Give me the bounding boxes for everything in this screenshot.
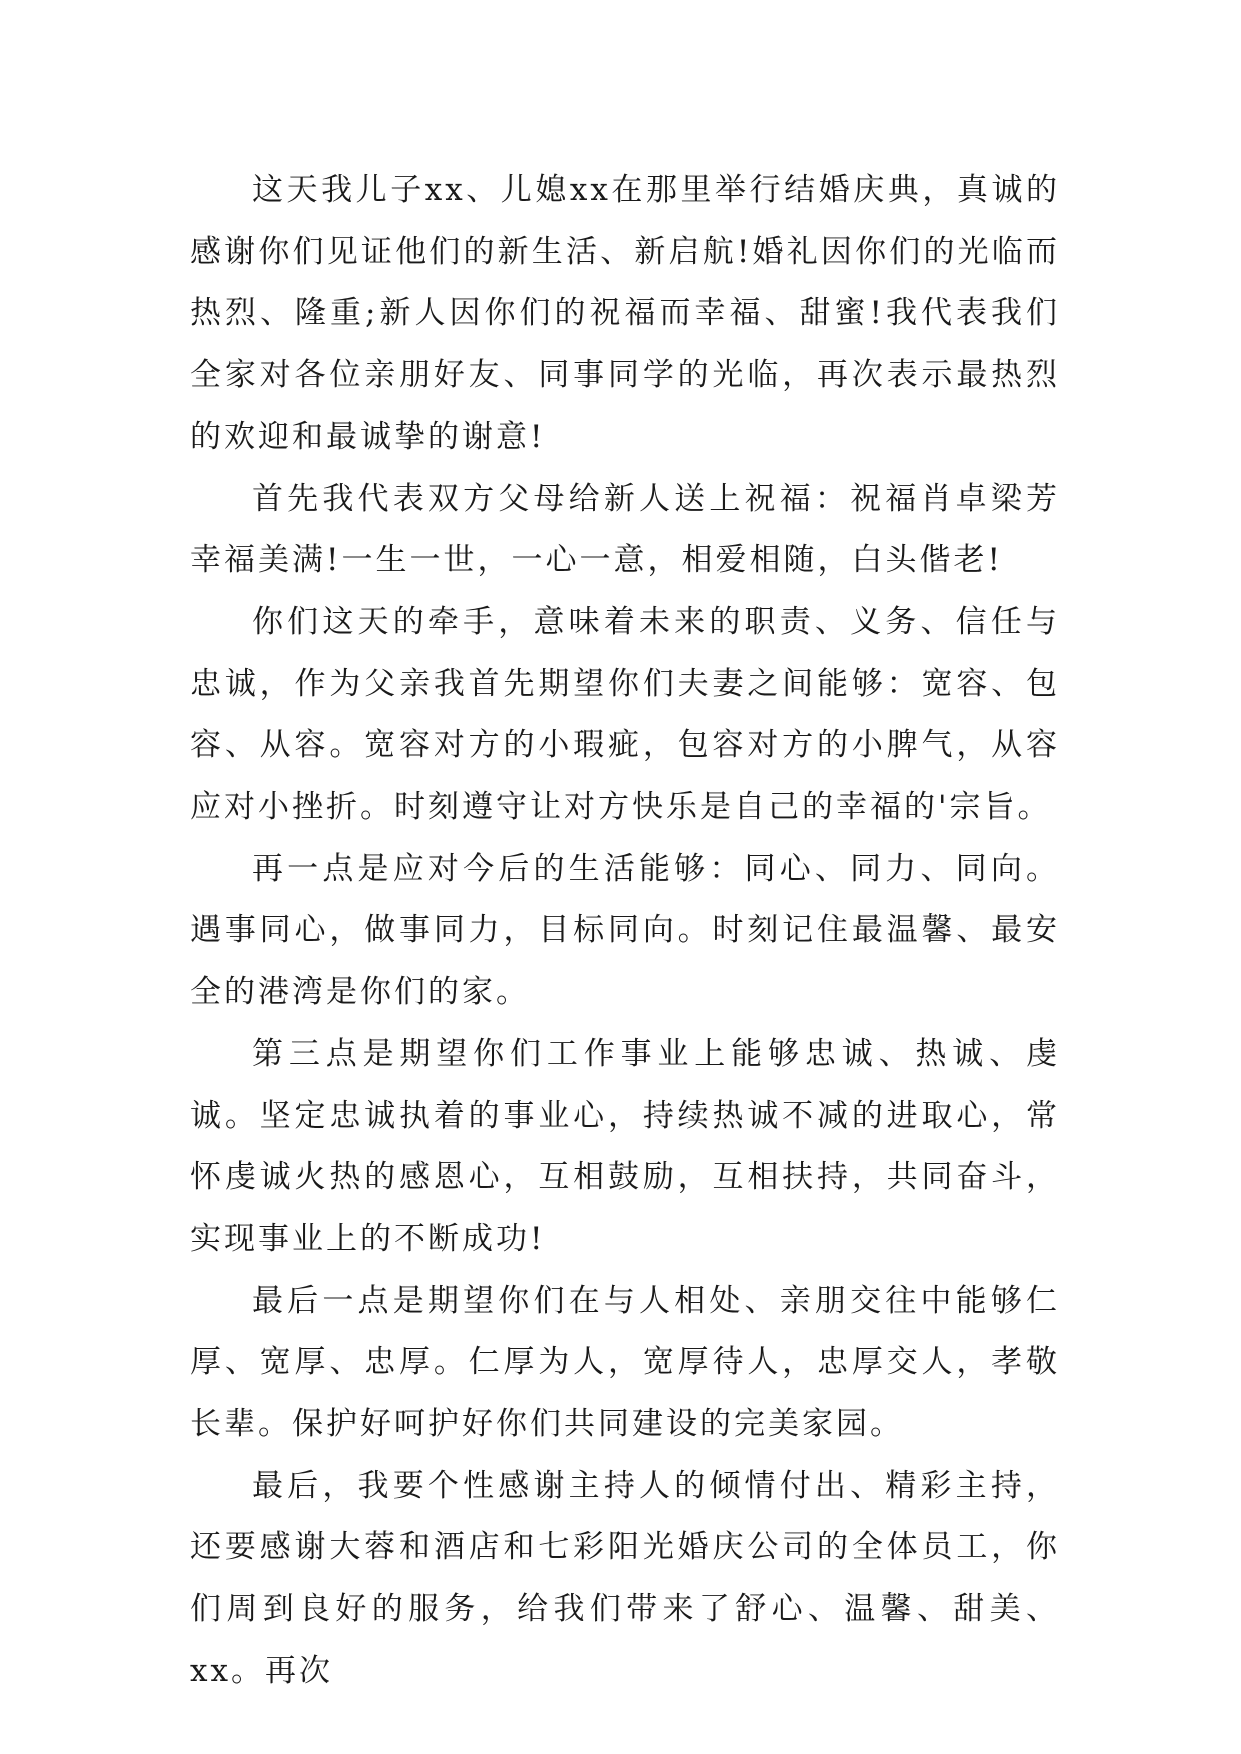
paragraph-tolerance: 你们这天的牵手，意味着未来的职责、义务、信任与忠诚，作为父亲我首先期望你们夫妻之间能够：宽容、包容、从容。宽容对方的小瑕疵，包容对方的小脾气，从容应对小挫折。时刻遵守让对方快乐是自己的幸福的'宗旨。 (190, 603, 1060, 826)
paragraph-welcome: 这天我儿子xx、儿媳xx在那里举行结婚庆典，真诚的感谢你们见证他们的新生活、新启航!婚礼因你们的光临而热烈、隆重;新人因你们的祝福而幸福、甜蜜!我代表我们全家对各位亲朋好友、同事同学的光临，再次表示最热烈的欢迎和最诚挚的谢意! (190, 172, 1060, 455)
paragraph-career: 第三点是期望你们工作事业上能够忠诚、热诚、虔诚。坚定忠诚执着的事业心，持续热诚不减的进取心，常怀虔诚火热的感恩心，互相鼓励，互相扶持，共同奋斗，实现事业上的不断成功! (190, 1035, 1060, 1257)
paragraph-blessing: 首先我代表双方父母给新人送上祝福：祝福肖卓梁芳幸福美满!一生一世，一心一意，相爱相随，白头偕老! (190, 480, 1060, 579)
paragraph-unity: 再一点是应对今后的生活能够：同心、同力、同向。遇事同心，做事同力，目标同向。时刻记住最温馨、最安全的港湾是你们的家。 (190, 850, 1060, 1011)
paragraph-kindness: 最后一点是期望你们在与人相处、亲朋交往中能够仁厚、宽厚、忠厚。仁厚为人，宽厚待人，忠厚交人，孝敬长辈。保护好呵护好你们共同建设的完美家园。 (190, 1282, 1060, 1443)
speech-body (190, 160, 1060, 1703)
paragraph-thanks: 最后，我要个性感谢主持人的倾情付出、精彩主持，还要感谢大蓉和酒店和七彩阳光婚庆公司的全体员工，你们周到良好的服务，给我们带来了舒心、温馨、甜美、xx。再次 (190, 1467, 1060, 1689)
